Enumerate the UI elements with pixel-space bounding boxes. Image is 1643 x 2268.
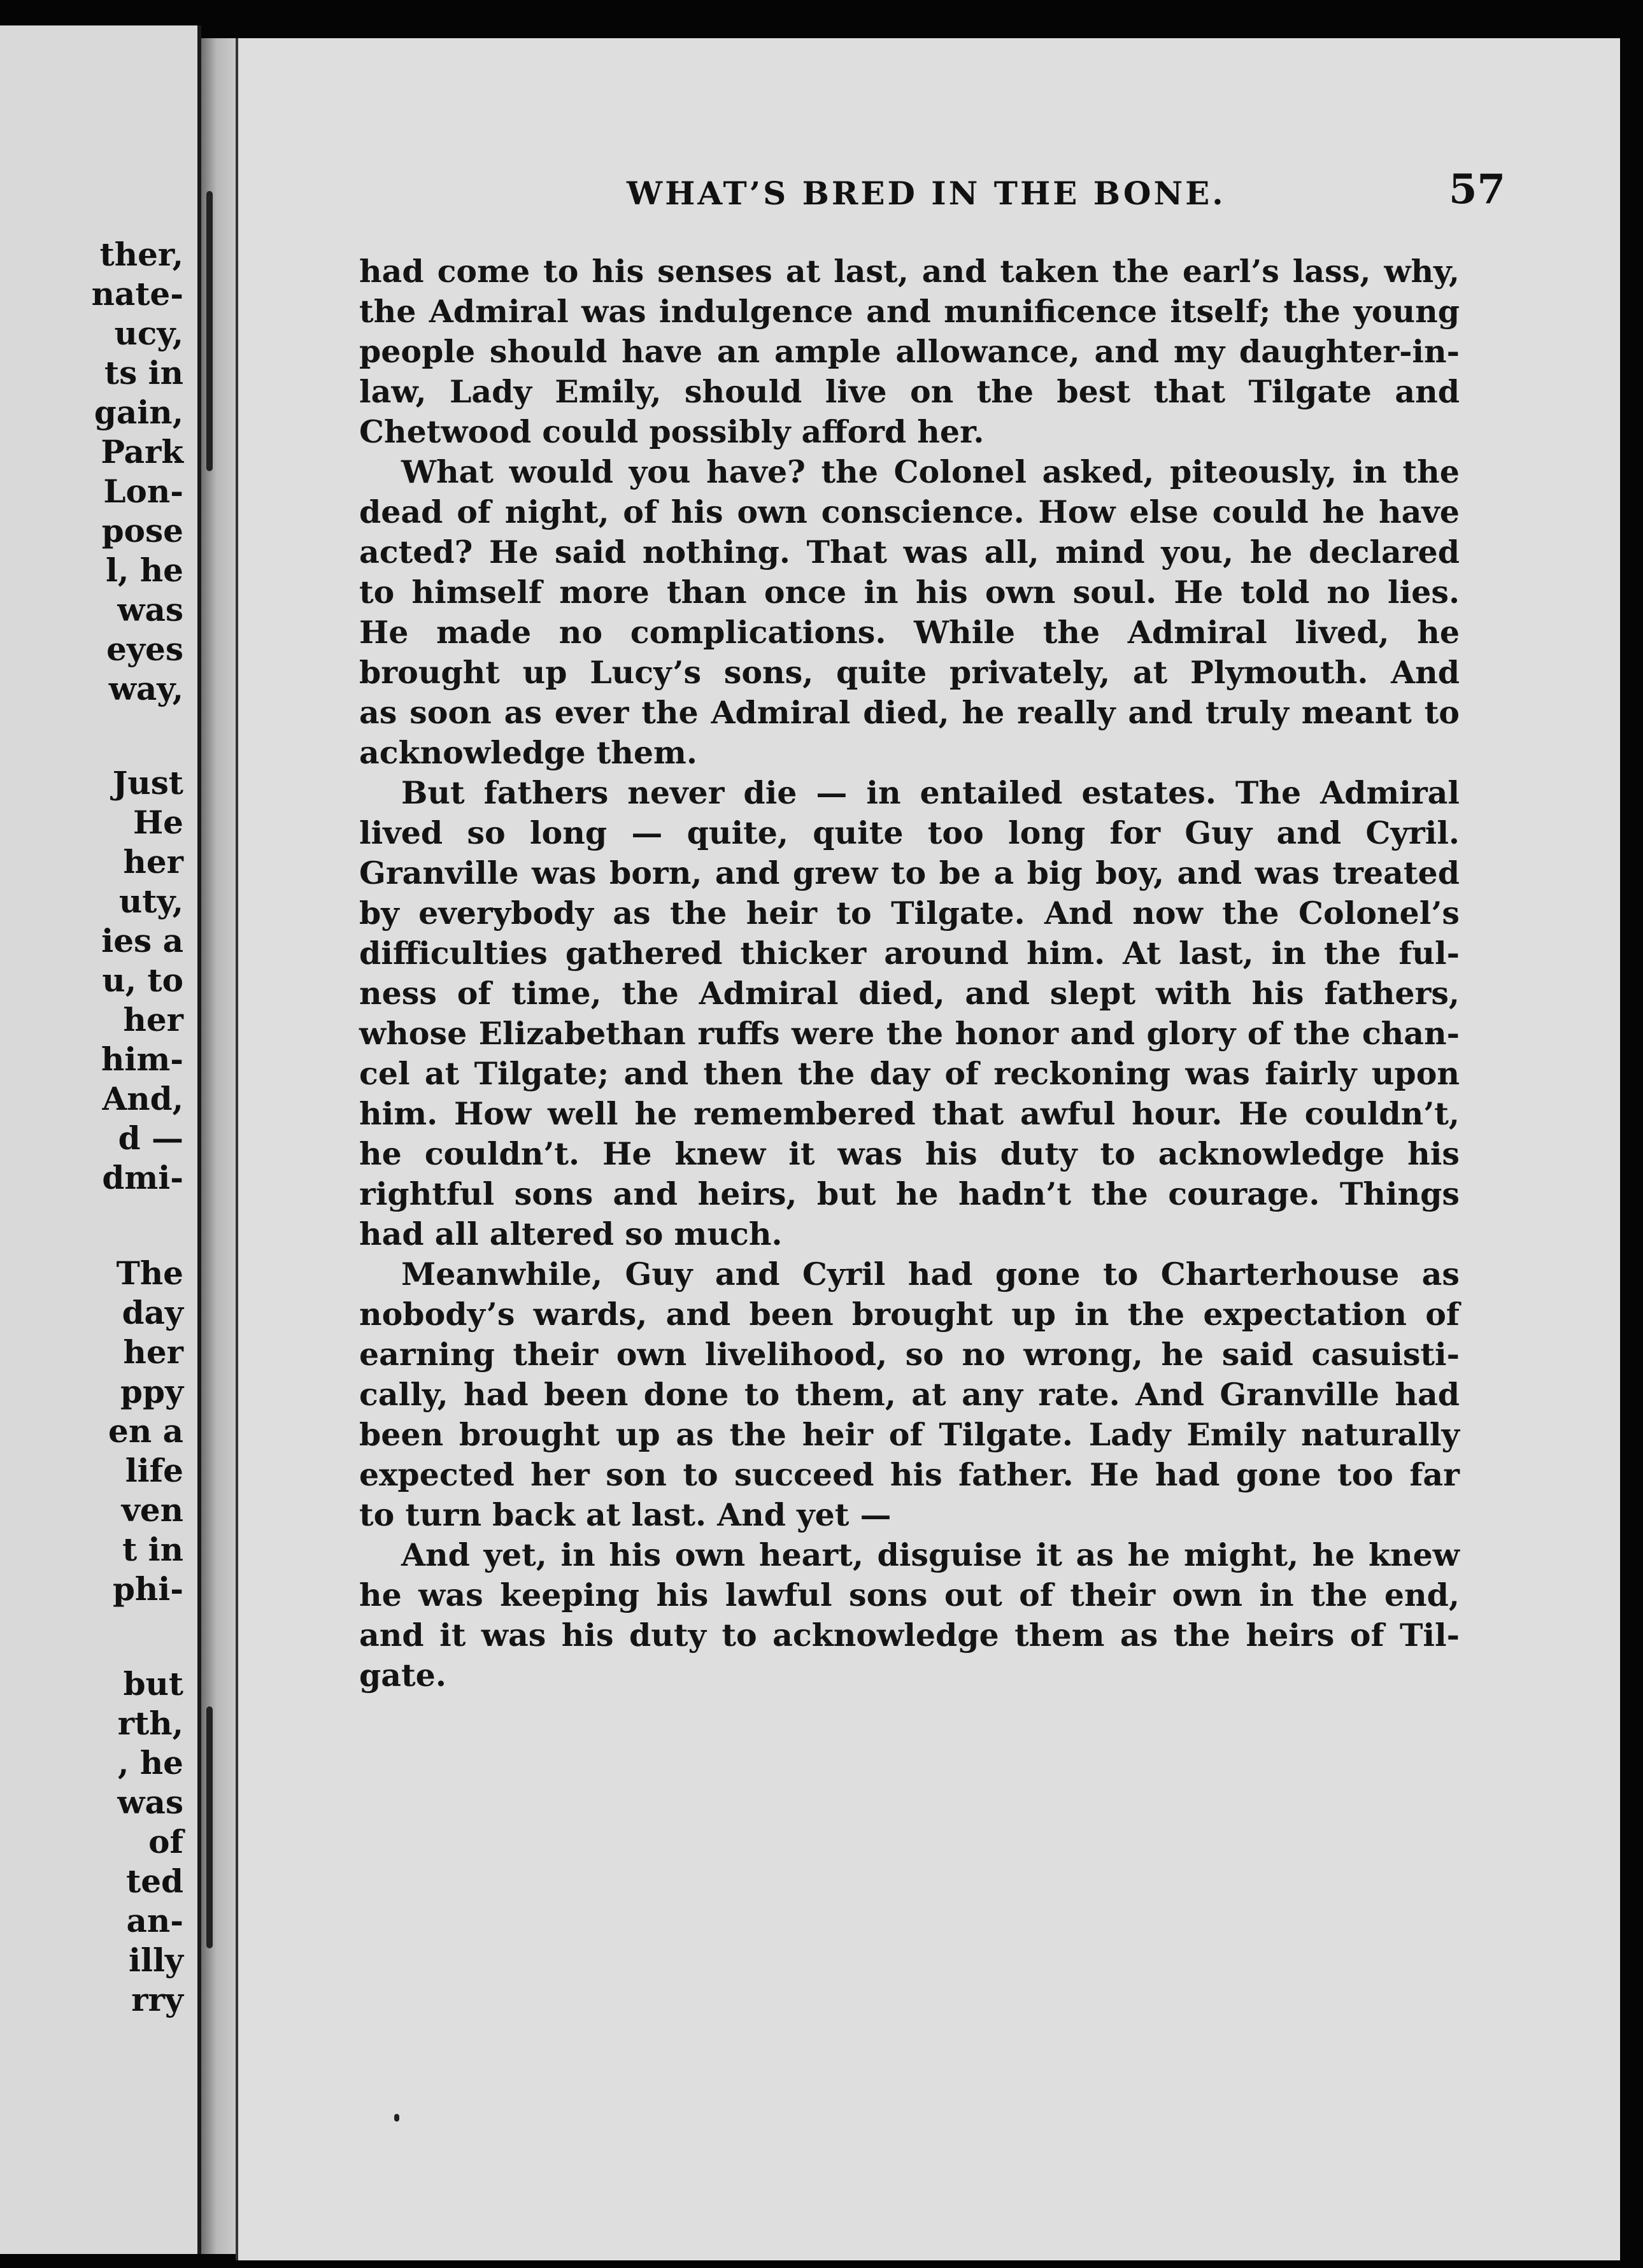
- facing-page-line: en a: [108, 1412, 183, 1450]
- facing-page-line: t in: [122, 1531, 183, 1568]
- facing-page-line: uty,: [118, 882, 183, 920]
- text-line: But fathers never die — in entailed estates. The Admiral: [401, 774, 1460, 811]
- text-line: He made no complications. While the Admiral lived, he: [359, 614, 1460, 651]
- facing-page-line: Lon-: [103, 472, 183, 510]
- facing-page-line: but: [123, 1665, 183, 1703]
- text-line: cally, had been done to them, at any rate. And Granville had: [359, 1376, 1460, 1413]
- facing-page-line: ts in: [104, 354, 183, 392]
- facing-page-line: life: [125, 1452, 183, 1489]
- text-line: Granville was born, and grew to be a big boy, and was treated: [359, 854, 1460, 891]
- facing-page-line: him-: [101, 1040, 183, 1078]
- text-line: nobody’s wards, and been brought up in the expectation of: [359, 1296, 1460, 1333]
- text-line: to himself more than once in his own soul. He told no lies.: [359, 574, 1460, 611]
- text-line: and it was his duty to acknowledge them as the heirs of Til-: [359, 1617, 1460, 1654]
- facing-page-line: phi-: [112, 1570, 183, 1608]
- facing-page-line: ven: [121, 1491, 183, 1529]
- text-line: people should have an ample allowance, and my daughter-in-: [359, 333, 1460, 370]
- text-line: ness of time, the Admiral died, and slept with his fathers,: [359, 975, 1460, 1012]
- facing-page-line: Just: [112, 764, 183, 802]
- facing-page-line: rry: [131, 1981, 183, 2018]
- page-header: [238, 166, 1620, 223]
- facing-page-line: day: [122, 1294, 183, 1331]
- text-line: earning their own livelihood, so no wrong, he said casuisti-: [359, 1336, 1460, 1373]
- text-line: acted? He said nothing. That was all, mind you, he declared: [359, 534, 1460, 571]
- facing-page-line: dmi-: [102, 1159, 183, 1196]
- text-line: had come to his senses at last, and taken the earl’s lass, why,: [359, 253, 1460, 290]
- facing-page-line: her: [123, 1333, 183, 1371]
- text-line: gate.: [359, 1657, 446, 1694]
- facing-page-line: And,: [102, 1080, 183, 1117]
- binding-thread: [206, 191, 213, 471]
- facing-page-line: Park: [101, 433, 183, 471]
- facing-page-line: her: [123, 843, 183, 881]
- text-line: dead of night, of his own conscience. How else could he have: [359, 493, 1460, 530]
- text-line: had all altered so much.: [359, 1216, 783, 1252]
- ink-speck: [394, 2114, 399, 2122]
- facing-page-line: He: [132, 804, 183, 841]
- page-number: 57: [1448, 166, 1505, 213]
- facing-page-line: ucy,: [114, 315, 183, 352]
- facing-page-line: The: [116, 1254, 183, 1292]
- text-line: rightful sons and heirs, but he hadn’t the courage. Things: [359, 1175, 1460, 1212]
- facing-page-line: ppy: [120, 1373, 183, 1410]
- text-line: cel at Tilgate; and then the day of reckoning was fairly upon: [359, 1055, 1460, 1092]
- text-line: law, Lady Emily, should live on the best that Tilgate and: [359, 373, 1460, 410]
- text-line: lived so long — quite, quite too long for Guy and Cyril.: [359, 814, 1460, 851]
- text-line: Chetwood could possibly afford her.: [359, 413, 985, 450]
- facing-page-line: u, to: [102, 961, 183, 999]
- facing-page-line: l, he: [106, 551, 183, 589]
- facing-page-line: eyes: [106, 630, 183, 668]
- facing-page-line: rth,: [117, 1705, 183, 1742]
- facing-page-line: of: [148, 1823, 183, 1860]
- text-line: been brought up as the heir of Tilgate. Lady Emily naturally: [359, 1416, 1460, 1453]
- text-line: expected her son to succeed his father. He had gone too far: [359, 1456, 1460, 1493]
- text-line: him. How well he remembered that awful hour. He couldn’t,: [359, 1095, 1460, 1132]
- body-text: [359, 252, 1460, 1696]
- facing-page-line: d —: [118, 1119, 183, 1157]
- facing-page-line: gain,: [94, 393, 183, 431]
- book-page: [236, 38, 1620, 2260]
- text-line: he was keeping his lawful sons out of their own in the end,: [359, 1577, 1460, 1613]
- text-line: Meanwhile, Guy and Cyril had gone to Charterhouse as: [401, 1256, 1460, 1293]
- text-line: whose Elizabethan ruffs were the honor and glory of the chan-: [359, 1015, 1460, 1052]
- facing-page-line: ted: [126, 1862, 183, 1900]
- facing-page-line: ther,: [99, 236, 183, 273]
- facing-page-fragment: [0, 25, 201, 2254]
- facing-page-line: nate-: [91, 275, 183, 313]
- facing-page-line: was: [117, 591, 183, 628]
- facing-page-line: way,: [108, 670, 183, 707]
- facing-page-line: her: [123, 1001, 183, 1038]
- book-gutter: [201, 38, 239, 2254]
- text-line: brought up Lucy’s sons, quite privately, at Plymouth. And: [359, 654, 1460, 691]
- text-line: And yet, in his own heart, disguise it as he might, he knew: [401, 1536, 1460, 1573]
- facing-page-line: ies a: [101, 922, 183, 960]
- facing-page-line: was: [117, 1783, 183, 1821]
- facing-page-line: an-: [126, 1902, 183, 1939]
- facing-page-line: illy: [128, 1941, 183, 1979]
- running-title: WHAT’S BRED IN THE BONE.: [627, 174, 1226, 212]
- text-line: the Admiral was indulgence and munificence itself; the young: [359, 293, 1460, 330]
- text-line: acknowledge them.: [359, 734, 697, 771]
- binding-thread: [206, 1706, 213, 1948]
- text-line: What would you have? the Colonel asked, piteously, in the: [401, 453, 1460, 490]
- text-line: as soon as ever the Admiral died, he really and truly meant to: [359, 694, 1460, 731]
- facing-page-line: pose: [101, 512, 183, 549]
- text-line: to turn back at last. And yet —: [359, 1496, 892, 1533]
- text-line: difficulties gathered thicker around him. At last, in the ful-: [359, 935, 1460, 972]
- text-line: he couldn’t. He knew it was his duty to acknowledge his: [359, 1135, 1460, 1172]
- facing-page-line: , he: [118, 1744, 183, 1782]
- text-line: by everybody as the heir to Tilgate. And now the Colonel’s: [359, 895, 1460, 932]
